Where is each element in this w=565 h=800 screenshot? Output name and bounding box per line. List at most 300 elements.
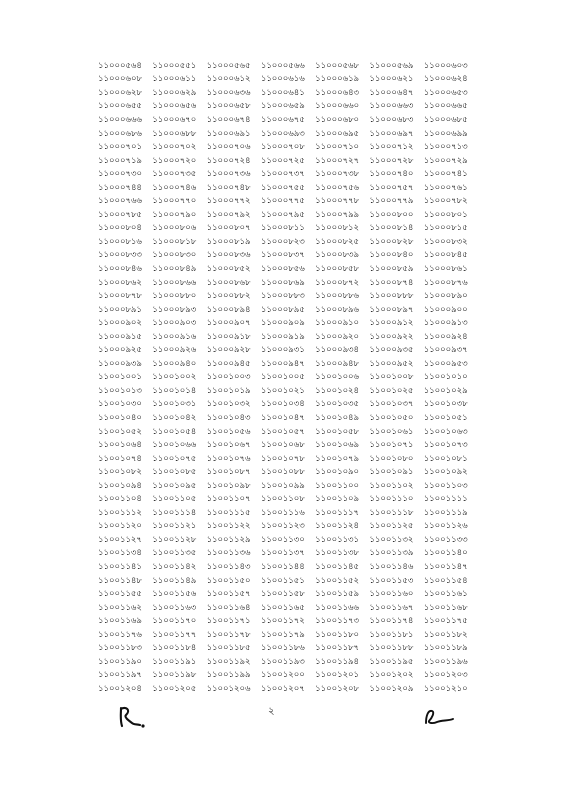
table-cell: ১১০০০৮৩২: [423, 235, 468, 246]
table-cell: ১১০০০৮৪৫: [423, 249, 468, 260]
table-cell: ১১০০১১৯২: [206, 655, 251, 666]
table-row: [98, 140, 478, 154]
table-cell: ১১০০০৫৬৪: [98, 59, 142, 70]
table-cell: ১১০০১১০৫: [152, 493, 197, 504]
table-cell: ১১০০১০৪২: [152, 412, 197, 422]
table-cell: ১১০০০৮৯৪: [206, 303, 251, 314]
table-cell: ১১০০১২০০: [260, 669, 305, 680]
table-cell: ১১০০০৭৭৮: [315, 195, 360, 206]
table-cell: ১১০০১১১৬: [260, 506, 305, 517]
table-cell: ১১০০০৭৬৬: [98, 195, 142, 206]
table-row: [98, 289, 478, 303]
table-cell: ১১০০১১৯৮: [152, 669, 197, 680]
table-cell: ১১০০১২০৮: [315, 682, 360, 693]
table-cell: ১১০০১১২১: [152, 520, 197, 531]
table-cell: ১১০০০৮৫৮: [315, 262, 360, 273]
table-cell: ১১০০০৭৪৬: [152, 181, 197, 192]
table-cell: ১১০০০৮১৯: [206, 235, 251, 246]
table-cell: ১১০০১০০১: [98, 371, 142, 382]
table-cell: ১১০০০৫৬৫: [206, 59, 251, 70]
table-cell: ১১০০০৭১৯: [98, 154, 142, 165]
table-cell: ১১০০১০৫৮: [315, 425, 360, 436]
table-cell: ১১০০০৮৬৬: [152, 276, 197, 287]
table-cell: ১১০০০৯০২: [98, 317, 142, 328]
table-cell: ১১০০০৯০৩: [152, 317, 197, 328]
table-cell: ১১০০১১৪৫: [315, 561, 360, 572]
table-row: [98, 59, 478, 73]
table-cell: ১১০০১১০৮: [260, 493, 305, 504]
table-cell: ১১০০১১২৬: [423, 520, 468, 531]
table-cell: ১১০০১১১৪: [152, 506, 197, 517]
table-cell: ১১০০০৮৬১: [423, 262, 468, 273]
table-cell: ১১০০০৬৬৬: [98, 113, 142, 124]
table-cell: ১১০০০৯২৪: [423, 330, 468, 341]
table-cell: ১১০০১১৬২: [98, 601, 142, 612]
table-cell: ১১০০০৮৮৬: [315, 290, 360, 301]
table-cell: ১১০০০৬৮৮: [152, 127, 197, 138]
table-cell: ১১০০০৯২৫: [98, 344, 142, 355]
table-row: [98, 249, 478, 263]
table-cell: ১১০০১১৭৬: [98, 628, 142, 639]
table-cell: ১১০০০৮৮২: [206, 290, 251, 301]
table-cell: ১১০০১০২৪: [315, 384, 360, 395]
table-cell: ১১০০১১৩৭: [260, 547, 305, 558]
table-cell: ১১০০১১৬৫: [260, 601, 305, 612]
table-cell: ১১০০০৯০৭: [206, 317, 251, 328]
table-cell: ১১০০০৬৭০: [152, 113, 197, 124]
table-cell: ১১০০০৭৯৯: [315, 208, 360, 219]
table-cell: ১১০০১১০৯: [315, 493, 360, 504]
table-cell: ১১০০১০৭৯: [315, 452, 360, 463]
table-cell: ১১০০০৭২৭: [315, 154, 360, 165]
table-cell: ১১০০০৭০২: [152, 141, 197, 152]
table-cell: ১১০০১১৭৮: [206, 628, 251, 639]
table-cell: ১১০০১০১৯: [206, 384, 251, 395]
table-cell: ১১০০০৯১৮: [206, 330, 251, 341]
table-cell: ১১০০০৬৭৪: [206, 113, 251, 124]
table-cell: ১১০০০৭৭২: [206, 195, 251, 206]
table-cell: ১১০০০৭৭০: [152, 195, 197, 206]
table-cell: ১১০০০৯৩৫: [369, 344, 414, 355]
table-cell: ১১০০১১৩২: [369, 533, 414, 544]
table-cell: ১১০০০৮৯৬: [315, 303, 360, 314]
table-row: [98, 208, 478, 222]
table-cell: ১১০০০৮১১: [260, 222, 305, 233]
table-cell: ১১০০০৮৯৩: [152, 303, 197, 314]
signature-left: [116, 704, 150, 730]
table-cell: ১১০০০৯৩৯: [98, 357, 142, 368]
table-cell: ১১০০০৮১৬: [98, 235, 142, 246]
table-cell: ১১০০০৭০১: [98, 141, 142, 152]
table-cell: ১১০০০৮১৪: [369, 222, 414, 233]
table-cell: ১১০০১১৬৩: [152, 601, 197, 612]
table-cell: ১১০০০৭৯৫: [260, 208, 305, 219]
table-cell: ১১০০১১৯৬: [423, 655, 468, 666]
table-cell: ১১০০১০৪০: [98, 412, 142, 422]
table-cell: ১১০০০৮৩৭: [260, 249, 305, 260]
table-row: [98, 384, 478, 398]
table-cell: ১১০০০৬৬০: [315, 100, 360, 111]
table-row: [98, 357, 478, 371]
table-cell: ১১০০১০২৫: [369, 384, 414, 395]
table-cell: ১১০০০৮৩৩: [98, 249, 142, 260]
table-cell: ১১০০০৬১২: [206, 73, 251, 84]
table-cell: ১১০০১০০২: [152, 371, 197, 382]
table-cell: ১১০০১১৯৪: [315, 655, 360, 666]
table-cell: ১১০০১১২২: [206, 520, 251, 531]
table-cell: ১১০০০৭৩৫: [152, 168, 197, 179]
table-cell: ১১০০১১১৫: [206, 506, 251, 517]
table-cell: ১১০০০৭৫৭: [369, 181, 414, 192]
table-row: [98, 73, 478, 87]
table-cell: ১১০০০৯৩৭: [423, 344, 468, 355]
table-cell: ১১০০১১১৮: [369, 506, 414, 517]
table-cell: ১১০০০৫৬৬: [260, 59, 305, 70]
table-cell: ১১০০১১৫২: [315, 574, 360, 585]
table-cell: ১১০০০৯৪৭: [260, 357, 305, 368]
table-cell: ১১০০০৬৬৩: [369, 100, 414, 111]
table-cell: ১১০০১১৮৩: [98, 642, 142, 653]
table-cell: ১১০০১১৭২: [260, 615, 305, 626]
table-cell: ১১০০০৬৯৫: [315, 127, 360, 138]
table-cell: ১১০০০৮৮৮: [369, 290, 414, 301]
table-cell: ১১০০১১৩৬: [206, 547, 251, 558]
table-cell: ১১০০১০২৯: [423, 384, 468, 395]
table-row: [98, 493, 478, 507]
table-cell: ১১০০০৬১১: [152, 73, 197, 84]
table-cell: ১১০০০৭০৮: [260, 141, 305, 152]
table-cell: ১১০০১১৯৩: [260, 655, 305, 666]
table-cell: ১১০০১০১৪: [152, 384, 197, 395]
page-number: ২: [268, 706, 275, 717]
table-cell: ১১০০১১৮০: [315, 628, 360, 639]
table-cell: ১১০০০৮৭২: [315, 276, 360, 287]
table-cell: ১১০০০৯২২: [369, 330, 414, 341]
table-cell: ১১০০০৮৫২: [206, 262, 251, 273]
table-cell: ১১০০০৯১৬: [152, 330, 197, 341]
table-cell: ১১০০০৯১৫: [98, 330, 142, 341]
table-cell: ১১০০১১৮৭: [315, 642, 360, 653]
table-cell: ১১০০০৮৮০: [152, 290, 197, 301]
table-cell: ১১০০১১৬৬: [315, 601, 360, 612]
table-row: [98, 425, 478, 439]
table-cell: ১১০০০৭৬১: [423, 181, 468, 192]
table-row: [98, 330, 478, 344]
table-cell: ১১০০১১৮৪: [152, 642, 197, 653]
table-row: [98, 520, 478, 534]
table-cell: ১১০০১০৮০: [369, 452, 414, 463]
table-cell: ১১০০১১৮৮: [369, 642, 414, 653]
table-cell: ১১০০১১০০: [315, 479, 360, 490]
table-cell: ১১০০১১৮২: [423, 628, 468, 639]
table-cell: ১১০০১১৯৫: [369, 655, 414, 666]
table-cell: ১১০০১১৫০: [206, 574, 251, 585]
table-cell: ১১০০০৭৯২: [206, 208, 251, 219]
table-row: [98, 465, 478, 479]
table-cell: ১১০০১১৮৫: [206, 642, 251, 653]
table-row: [98, 506, 478, 520]
table-cell: ১১০০১১০৩: [423, 479, 468, 490]
table-cell: ১১০০০৮১২: [315, 222, 360, 233]
table-cell: ১১০০১১৩৩: [423, 533, 468, 544]
table-cell: ১১০০১১৬৭: [369, 601, 414, 612]
table-cell: ১১০০০৯৪০: [152, 357, 197, 368]
table-cell: ১১০০০৮৬৮: [206, 276, 251, 287]
table-cell: ১১০০১০৩১: [152, 398, 197, 409]
table-cell: ১১০০১০৪৭: [260, 412, 305, 422]
table-row: [98, 167, 478, 181]
table-cell: ১১০০১০৭৩: [423, 439, 468, 450]
table-cell: ১১০০০৮৯৫: [260, 303, 305, 314]
table-cell: ১১০০১০৯২: [423, 466, 468, 477]
table-cell: ১১০০১০১৩: [98, 384, 142, 395]
table-cell: ১১০০১২০৭: [260, 682, 305, 693]
table-cell: ১১০০১০৮২: [98, 466, 142, 477]
table-cell: ১১০০১২০২: [369, 669, 414, 680]
table-cell: ১১০০০৬৫৮: [206, 100, 251, 111]
table-cell: ১১০০১১৩৮: [315, 547, 360, 558]
table-cell: ১১০০১০৩৪: [260, 398, 305, 409]
table-cell: ১১০০১১৩৫: [152, 547, 197, 558]
table-cell: ১১০০১২০৪: [98, 682, 142, 693]
table-row: [98, 235, 478, 249]
table-cell: ১১০০০৭১০: [315, 141, 360, 152]
table-row: [98, 655, 478, 669]
table-cell: ১১০০১০৭৮: [260, 452, 305, 463]
table-cell: ১১০০০৮০১: [423, 208, 468, 219]
table-cell: ১১০০০৭৩০: [98, 168, 142, 179]
table-row: [98, 262, 478, 276]
table-cell: ১১০০১১১২: [98, 506, 142, 517]
table-cell: ১১০০১১৮৬: [260, 642, 305, 653]
table-cell: ১১০০১১৭৫: [423, 615, 468, 626]
table-row: [98, 574, 478, 588]
table-cell: ১১০০০৯৪৮: [315, 357, 360, 368]
table-cell: ১১০০১১৫৮: [260, 588, 305, 599]
table-cell: ১১০০১১০২: [369, 479, 414, 490]
table-cell: ১১০০১০৩০: [98, 398, 142, 409]
table-cell: ১১০০০৮৫৬: [260, 262, 305, 273]
table-cell: ১১০০১০৫১: [423, 412, 468, 422]
table-cell: ১১০০০৭৫৫: [260, 181, 305, 192]
table-cell: ১১০০০৭২৫: [260, 154, 305, 165]
table-row: [98, 533, 478, 547]
table-cell: ১১০০০৭৪১: [423, 168, 468, 179]
table-cell: ১১০০১০৭১: [369, 439, 414, 450]
table-cell: ১১০০১১২৫: [369, 520, 414, 531]
table-cell: ১১০০১১৫১: [260, 574, 305, 585]
table-cell: ১১০০০৭২৪: [206, 154, 251, 165]
table-cell: ১১০০১০৯৫: [152, 479, 197, 490]
table-cell: ১১০০১১৩১: [315, 533, 360, 544]
table-cell: ১১০০১১৭৩: [315, 615, 360, 626]
table-row: [98, 154, 478, 168]
table-cell: ১১০০০৮৬২: [98, 276, 142, 287]
table-cell: ১১০০১০৭৫: [152, 452, 197, 463]
table-cell: ১১০০০৭৩৭: [260, 168, 305, 179]
table-cell: ১১০০০৯৪৫: [206, 357, 251, 368]
table-row: [98, 222, 478, 236]
table-cell: ১১০০১০৩৭: [369, 398, 414, 409]
table-cell: ১১০০০৮৪৯: [152, 262, 197, 273]
table-cell: ১১০০১১৮১: [369, 628, 414, 639]
table-cell: ১১০০০৮৮৩: [260, 290, 305, 301]
table-cell: ১১০০০৭৮৫: [98, 208, 142, 219]
table-cell: ১১০০১১৪৬: [369, 561, 414, 572]
table-cell: ১১০০১১৫৩: [369, 574, 414, 585]
table-cell: ১১০০১০৪৩: [206, 412, 251, 422]
table-cell: ১১০০০৬৯৩: [260, 127, 305, 138]
table-cell: ১১০০১১৭৭: [152, 628, 197, 639]
table-cell: ১১০০১০৭৬: [206, 452, 251, 463]
table-cell: ১১০০১১৪৩: [206, 561, 251, 572]
table-cell: ১১০০০৭৭৫: [260, 195, 305, 206]
table-cell: ১১০০১১২৯: [206, 533, 251, 544]
table-cell: ১১০০১০১০: [423, 371, 468, 382]
table-cell: ১১০০০৭৩৬: [206, 168, 251, 179]
table-cell: ১১০০০৬৩৬: [206, 86, 251, 97]
table-row: [98, 411, 478, 425]
table-cell: ১১০০১০২১: [260, 384, 305, 395]
table-cell: ১১০০০৮০০: [369, 208, 414, 219]
table-cell: ১১০০০৯০৯: [260, 317, 305, 328]
table-cell: ১১০০১১২০: [98, 520, 142, 531]
table-cell: ১১০০০৬৯৯: [423, 127, 468, 138]
table-cell: ১১০০১১১১: [423, 493, 468, 504]
table-cell: ১১০০১১১৭: [315, 506, 360, 517]
table-cell: ১১০০১০৬১: [369, 425, 414, 436]
table-cell: ১১০০০৯১২: [369, 317, 414, 328]
table-cell: ১১০০০৬২৪: [423, 73, 468, 84]
table-cell: ১১০০০৮৭৬: [423, 276, 468, 287]
table-cell: ১১০০১১৩৪: [98, 547, 142, 558]
table-row: [98, 86, 478, 100]
table-cell: ১১০০১০৩২: [206, 398, 251, 409]
table-row: [98, 127, 478, 141]
table-cell: ১১০০০৮৩৬: [206, 249, 251, 260]
table-cell: ১১০০০৮২৩: [260, 235, 305, 246]
table-cell: ১১০০১০৬৮: [260, 439, 305, 450]
table-cell: ১১০০১১৫৬: [152, 588, 197, 599]
table-cell: ১১০০১১৪৮: [98, 574, 142, 585]
table-cell: ১১০০০৭১২: [369, 141, 414, 152]
table-cell: ১১০০০৮৯১: [98, 303, 142, 314]
table-row: [98, 479, 478, 493]
table-row: [98, 601, 478, 615]
signature-right: [420, 706, 456, 730]
table-cell: ১১০০০৬২১: [369, 73, 414, 84]
table-cell: ১১০০১১৯০: [98, 655, 142, 666]
table-cell: ১১০০০৮৪৬: [98, 262, 142, 273]
table-row: [98, 398, 478, 412]
table-cell: ১১০০১০৮৮: [260, 466, 305, 477]
table-cell: ১১০০০৫৬৮: [315, 59, 360, 70]
table-cell: ১১০০১১৪৪: [260, 561, 305, 572]
table-cell: ১১০০০৮০৬: [152, 222, 197, 233]
table-cell: ১১০০০৮৭৪: [369, 276, 414, 287]
table-cell: ১১০০০৬৫৩: [423, 86, 468, 97]
table-cell: ১১০০০৬৭৫: [260, 113, 305, 124]
table-cell: ১১০০০৮২৫: [315, 235, 360, 246]
table-cell: ১১০০০৮৯০: [423, 290, 468, 301]
table-cell: ১১০০০৮৩৯: [315, 249, 360, 260]
table-cell: ১১০০১০৭৪: [98, 452, 142, 463]
table-cell: ১১০০০৫৬৯: [369, 59, 414, 70]
table-cell: ১১০০০৯২৮: [206, 344, 251, 355]
table-cell: ১১০০০৬১৯: [315, 73, 360, 84]
table-row: [98, 181, 478, 195]
table-cell: ১১০০০৬৯১: [206, 127, 251, 138]
table-cell: ১১০০০৬০৩: [423, 59, 468, 70]
table-cell: ১১০০১০৪৯: [315, 412, 360, 422]
table-cell: ১১০০১২০৯: [369, 682, 414, 693]
table-cell: ১১০০১০০৬: [315, 371, 360, 382]
table-row: [98, 587, 478, 601]
table-cell: ১১০০১১৭০: [152, 615, 197, 626]
table-row: [98, 438, 478, 452]
table-cell: ১১০০১১৩৯: [369, 547, 414, 558]
table-cell: ১১০০১১৬৪: [206, 601, 251, 612]
table-cell: ১১০০০৬৫৬: [152, 100, 197, 111]
table-cell: ১১০০১০৬৭: [206, 439, 251, 450]
table-cell: ১১০০০৭৪৮: [206, 181, 251, 192]
table-cell: ১১০০০৯৫২: [369, 357, 414, 368]
table-cell: ১১০০১১৬৮: [423, 601, 468, 612]
table-cell: ১১০০০৮৯৭: [369, 303, 414, 314]
table-row: [98, 669, 478, 683]
table-cell: ১১০০০৮৬৯: [260, 276, 305, 287]
table-cell: ১১০০১২০৬: [206, 682, 251, 693]
table-cell: ১১০০১১৭১: [206, 615, 251, 626]
table-cell: ১১০০১১৪৭: [423, 561, 468, 572]
table-cell: ১১০০০৮৪০: [369, 249, 414, 260]
table-cell: ১১০০০৯৫৩: [423, 357, 468, 368]
table-cell: ১১০০১১২৩: [260, 520, 305, 531]
table-cell: ১১০০০৬৫৫: [98, 100, 142, 111]
table-cell: ১১০০০৬৮৬: [98, 127, 142, 138]
table-cell: ১১০০১২০৫: [152, 682, 197, 693]
table-cell: ১১০০১১৬০: [369, 588, 414, 599]
table-cell: ১১০০০৫৫১: [152, 59, 197, 70]
table-cell: ১১০০১১৭৪: [369, 615, 414, 626]
table-row: [98, 682, 478, 696]
table-cell: ১১০০০৭১৩: [423, 141, 468, 152]
number-table: [98, 59, 478, 696]
table-cell: ১১০০০৬৯৭: [369, 127, 414, 138]
table-row: [98, 303, 478, 317]
table-cell: ১১০০১০০৩: [206, 371, 251, 382]
table-cell: ১১০০০৯১০: [315, 317, 360, 328]
table-cell: ১১০০০৮১৮: [152, 235, 197, 246]
table-cell: ১১০০১০৬৩: [423, 425, 468, 436]
table-cell: ১১০০১০৯০: [315, 466, 360, 477]
table-cell: ১১০০০৬৪১: [260, 86, 305, 97]
table-cell: ১১০০০৭০৬: [206, 141, 251, 152]
table-cell: ১১০০১১৭৯: [260, 628, 305, 639]
table-cell: ১১০০০৬১৬: [260, 73, 305, 84]
table-cell: ১১০০১১৫৭: [206, 588, 251, 599]
table-cell: ১১০০১১১০: [369, 493, 414, 504]
table-cell: ১১০০১১৬১: [423, 588, 468, 599]
table-cell: ১১০০১০৯৪: [98, 479, 142, 490]
table-cell: ১১০০০৬৮৩: [369, 113, 414, 124]
table-row: [98, 316, 478, 330]
table-cell: ১১০০১০৩৫: [315, 398, 360, 409]
table-cell: ১১০০১১০৪: [98, 493, 142, 504]
table-cell: ১১০০০৯০০: [423, 303, 468, 314]
table-cell: ১১০০১১৫৪: [423, 574, 468, 585]
table-cell: ১১০০১১৮৯: [423, 642, 468, 653]
